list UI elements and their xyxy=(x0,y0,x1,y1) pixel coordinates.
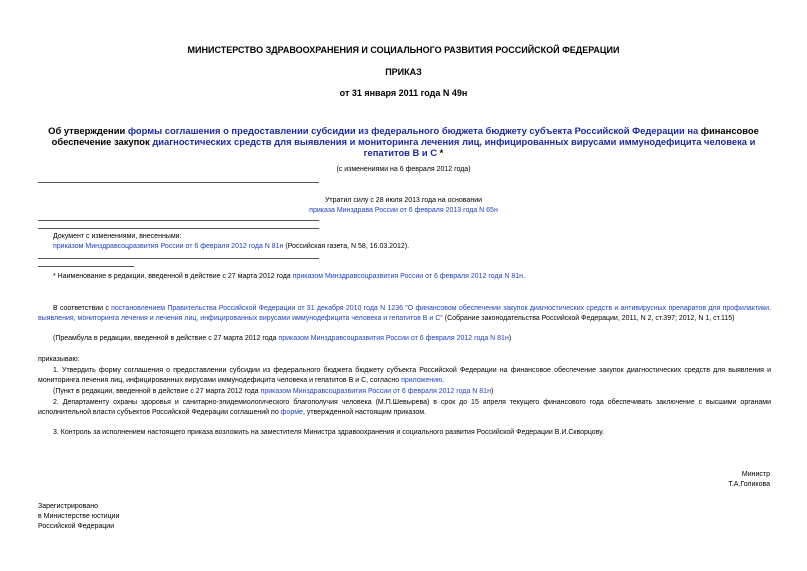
order-date-number: от 31 января 2011 года N 49н xyxy=(339,88,468,98)
amendment-note: (с изменениями на 6 февраля 2012 года) xyxy=(336,166,471,173)
invalid-notice-link[interactable]: приказа Минздрава России от 6 февраля 2013 года N 65н xyxy=(309,207,498,214)
item-1-note-link[interactable]: приказом Минздравсоцразвития России от 6 февраля 2012 года N 81н xyxy=(260,388,491,395)
ministry-heading: МИНИСТЕРСТВО ЗДРАВООХРАНЕНИЯ И СОЦИАЛЬНОГО РАЗВИТИЯ РОССИЙСКОЙ ФЕДЕРАЦИИ xyxy=(187,45,620,55)
preamble-link[interactable]: постановлением Правительства Российской Федерации от 31 декабря 2010 года N 1236 "О финансовом обеспечении закупок диагностических средств и антивирусных препаратов для профилактики, выявления, мониторинга лечения и лечения лиц, инфицированных вирусами иммунодефицита человека и гепатитов В и С" xyxy=(38,305,772,322)
item-1 xyxy=(38,366,771,386)
signature-role: Министр xyxy=(741,471,770,478)
preamble-source: (Собрание законодательства Российской Федерации, 2011, N 2, ст.397; 2012, N 1, ст.115) xyxy=(442,315,735,322)
title-footnote-mark: * xyxy=(437,147,444,158)
changes-doc-source: (Российская газета, N 58, 16.03.2012). xyxy=(283,243,410,250)
footnote-link[interactable]: приказом Минздравсоцразвития России от 6 февраля 2012 года N 81н xyxy=(292,273,524,280)
preamble-note-text: (Преамбула в редакции, введенной в действие с 27 марта 2012 года xyxy=(53,335,279,342)
title-prefix: Об утверждении xyxy=(48,125,128,136)
registration-line-1: Зарегистрировано xyxy=(38,503,98,510)
changes-doc-line xyxy=(53,242,409,252)
item-1-note-text: (Пункт в редакции, введенной в действие с 27 марта 2012 года xyxy=(53,388,261,395)
preamble xyxy=(38,304,771,324)
divider xyxy=(38,258,319,259)
preamble-note-end: ) xyxy=(508,335,512,342)
preamble-note xyxy=(53,334,511,344)
footnote-divider xyxy=(38,266,134,267)
appendix-link[interactable]: приложению xyxy=(401,377,443,384)
item-2-text: 2. Департаменту охраны здоровья и санитарно-эпидемиологического благополучия человека (М.П.Шевырева) в срок до 15 апреля текущего финансового года обеспечивать заключение с высшими органами исполнительной власти субъектов Российской Федерации соглашений по xyxy=(38,399,771,416)
footnote-end: . xyxy=(523,273,526,280)
order-word: приказываю: xyxy=(38,356,80,363)
item-2-end: , утвержденной настоящим приказом. xyxy=(302,409,427,416)
preamble-prefix: В соответствии с xyxy=(53,305,112,312)
divider xyxy=(38,228,319,229)
footnote xyxy=(53,272,525,282)
doc-type-heading: ПРИКАЗ xyxy=(385,67,422,77)
registration-line-2: в Министерстве юстиции xyxy=(38,513,120,520)
preamble-note-link[interactable]: приказом Минздравсоцразвития России от 6 февраля 2012 года N 81н xyxy=(278,335,509,342)
item-1-end: . xyxy=(442,377,445,384)
document-title xyxy=(36,125,771,158)
invalid-notice: Утратил силу с 28 июля 2013 года на основании xyxy=(324,197,483,204)
item-1-note xyxy=(53,387,493,397)
item-1-text: 1. Утвердить форму соглашения о предоставлении субсидии из федерального бюджета бюджету субъекта Российской Федерации на финансовое обеспечение закупок диагностических средств для выявления и мониторинга лечения лиц, инфицированных вирусами иммунодефицита человека и гепатитов В и С, согласно xyxy=(38,367,771,384)
divider xyxy=(38,182,319,183)
footnote-text: * Наименование в редакции, введенной в действие с 27 марта 2012 года xyxy=(53,273,293,280)
changes-doc-label: Документ с изменениями, внесенными: xyxy=(53,233,182,240)
signature-name: Т.А.Голикова xyxy=(728,481,770,488)
title-link-diagnostics[interactable]: диагностических средств для выявления и мониторинга лечения лиц, инфицированных вирусами иммунодефицита человека и гепатитов В и С xyxy=(152,136,756,158)
title-link-form[interactable]: формы соглашения о предоставлении субсидии из федерального бюджета бюджету субъекта Российской Федерации на xyxy=(127,125,699,136)
item-1-note-end: ) xyxy=(490,388,494,395)
registration-line-3: Российской Федерации xyxy=(38,523,115,530)
item-3: 3. Контроль за исполнением настоящего приказа возложить на заместителя Министра здравоохранения и социального развития Российской Федерации В.И.Скворцову. xyxy=(53,429,605,436)
item-2 xyxy=(38,398,771,418)
divider xyxy=(38,220,319,221)
title-middle: финансовое обеспечение закупок xyxy=(51,125,759,147)
changes-doc-link[interactable]: приказом Минздравсоцразвития России от 6 февраля 2012 года N 81н xyxy=(53,243,284,250)
form-link[interactable]: форме xyxy=(280,409,303,416)
